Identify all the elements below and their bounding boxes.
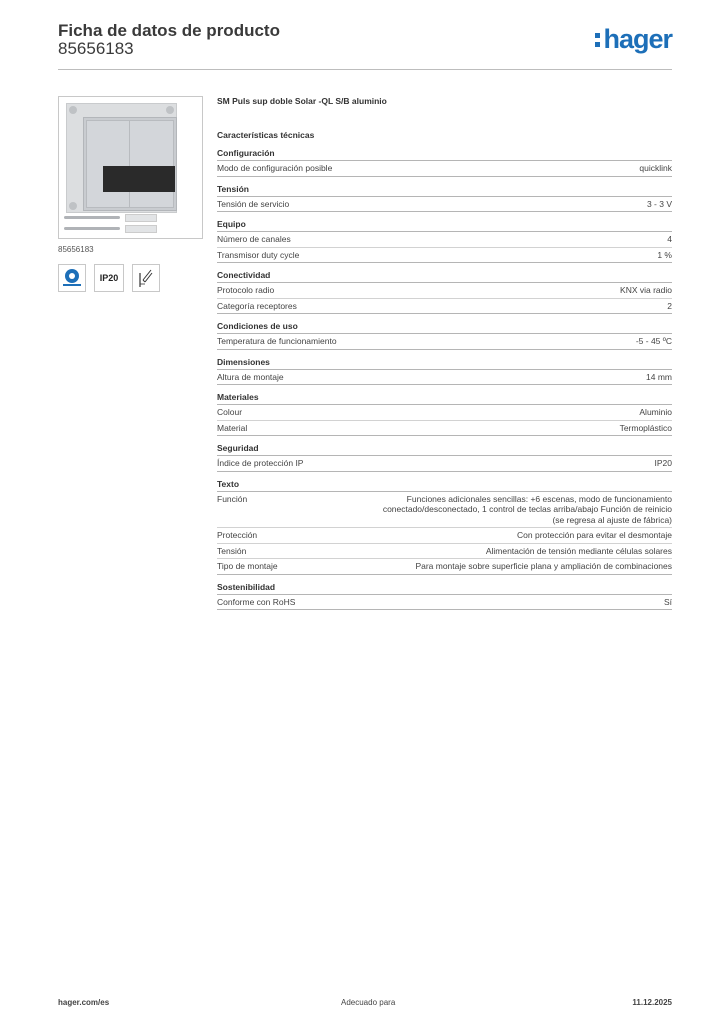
- spec-row: [217, 456, 672, 472]
- spec-row: [217, 232, 672, 248]
- spec-value: 1 %: [657, 249, 672, 260]
- document-title: Ficha de datos de producto: [58, 21, 280, 40]
- spec-label: Índice de protección IP: [217, 458, 304, 468]
- spec-group: [217, 270, 672, 314]
- image-caption: 85656183: [58, 245, 94, 254]
- spec-row: [217, 283, 672, 299]
- spec-value: 3 - 3 V: [646, 198, 672, 209]
- logo-text: hager: [603, 24, 672, 54]
- quicklink-badge: [58, 264, 86, 292]
- spec-label: Tipo de montaje: [217, 561, 278, 571]
- solar-cell: [103, 166, 175, 192]
- spec-group-title: Dimensiones: [217, 357, 672, 370]
- spec-value: Con protección para evitar el desmontaje: [517, 530, 672, 540]
- badges: [58, 264, 203, 292]
- product-name: SM Puls sup doble Solar -QL S/B aluminio: [217, 96, 387, 106]
- spec-group-title: Equipo: [217, 219, 672, 232]
- spec-label: Colour: [217, 407, 243, 417]
- quicklink-icon: [62, 268, 82, 288]
- spec-group: [217, 219, 672, 263]
- spec-group-title: Conectividad: [217, 270, 672, 283]
- spec-value: IP20: [654, 458, 672, 468]
- footer-date: 11.12.2025: [632, 998, 672, 1007]
- spec-label: Temperatura de funcionamiento: [217, 336, 337, 346]
- spec-group-title: Configuración: [217, 148, 672, 161]
- surface-mount-icon: [137, 268, 155, 288]
- spec-label: Protección: [217, 530, 258, 540]
- spec-group: [217, 321, 672, 350]
- spec-value: Aluminio: [639, 407, 672, 417]
- switch-insert: [83, 117, 177, 211]
- spec-value: Sí: [663, 596, 672, 607]
- hager-logo: [595, 26, 672, 52]
- spec-row: [217, 544, 672, 560]
- spec-groups: [217, 148, 672, 610]
- spec-value: 14 mm: [646, 371, 672, 382]
- spec-group: [217, 148, 672, 177]
- spec-group: [217, 392, 672, 436]
- ip-rating-text: IP20: [99, 273, 119, 283]
- spec-row: [217, 299, 672, 315]
- spec-group-title: Materiales: [217, 392, 672, 405]
- spec-label: Categoría receptores: [217, 300, 297, 311]
- spec-label: Modo de configuración posible: [217, 163, 333, 173]
- spec-group-title: Sostenibilidad: [217, 582, 672, 595]
- spec-value: Funciones adicionales sencillas: +6 escenas, modo de funcionamiento conectado/desconectado, 1 control de teclas arriba/abajo Función de reinicio (se regresa al ajuste de fábrica): [382, 493, 672, 525]
- spec-label: Protocolo radio: [217, 285, 275, 295]
- spec-row: [217, 405, 672, 421]
- spec-group: [217, 443, 672, 472]
- spec-row: [217, 197, 672, 213]
- product-image-column: [58, 96, 203, 292]
- spec-row: [217, 248, 672, 264]
- spec-label: Función: [217, 493, 248, 504]
- spec-group: [217, 582, 672, 611]
- ip-rating-badge: [94, 264, 124, 292]
- product-image: [58, 96, 203, 239]
- spec-value: quicklink: [639, 163, 672, 173]
- spec-content: [217, 96, 672, 610]
- spec-label: Transmisor duty cycle: [217, 249, 300, 260]
- spec-row: [217, 559, 672, 575]
- footer-center: Adecuado para: [341, 998, 396, 1007]
- spec-row: [217, 161, 672, 177]
- footer-website: hager.com/es: [58, 998, 110, 1007]
- spec-label: Material: [217, 422, 248, 433]
- mounting-badge: [132, 264, 160, 292]
- spec-value: Termoplástico: [619, 422, 672, 433]
- spec-group-title: Tensión: [217, 184, 672, 197]
- spec-heading: Características técnicas: [217, 130, 315, 140]
- spec-group-title: Texto: [217, 479, 672, 492]
- spec-group-title: Seguridad: [217, 443, 672, 456]
- spec-group: [217, 357, 672, 386]
- spec-value: Alimentación de tensión mediante células solares: [485, 545, 672, 556]
- spec-group-title: Condiciones de uso: [217, 321, 672, 334]
- spec-row: [217, 370, 672, 386]
- spec-value: Para montaje sobre superficie plana y ampliación de combinaciones: [415, 561, 672, 571]
- spec-group: [217, 184, 672, 213]
- switch-frame: [66, 103, 177, 213]
- logo-mark-icon: [595, 33, 600, 47]
- product-code: 85656183: [58, 39, 134, 58]
- spec-row: [217, 595, 672, 611]
- spec-label: Número de canales: [217, 234, 291, 244]
- spec-value: 4: [667, 234, 672, 244]
- spec-value: -5 - 45 ºC: [635, 336, 672, 346]
- spec-row: [217, 492, 672, 529]
- spec-label: Tensión: [217, 545, 247, 556]
- spec-value: KNX via radio: [620, 285, 672, 295]
- spec-row: [217, 334, 672, 350]
- spec-label: Tensión de servicio: [217, 198, 290, 209]
- spec-label: Conforme con RoHS: [217, 596, 296, 607]
- spec-group: [217, 479, 672, 575]
- spec-row: [217, 528, 672, 544]
- spec-label: Altura de montaje: [217, 371, 284, 382]
- page-header: [58, 22, 672, 70]
- spec-row: [217, 421, 672, 437]
- spec-value: 2: [667, 300, 672, 311]
